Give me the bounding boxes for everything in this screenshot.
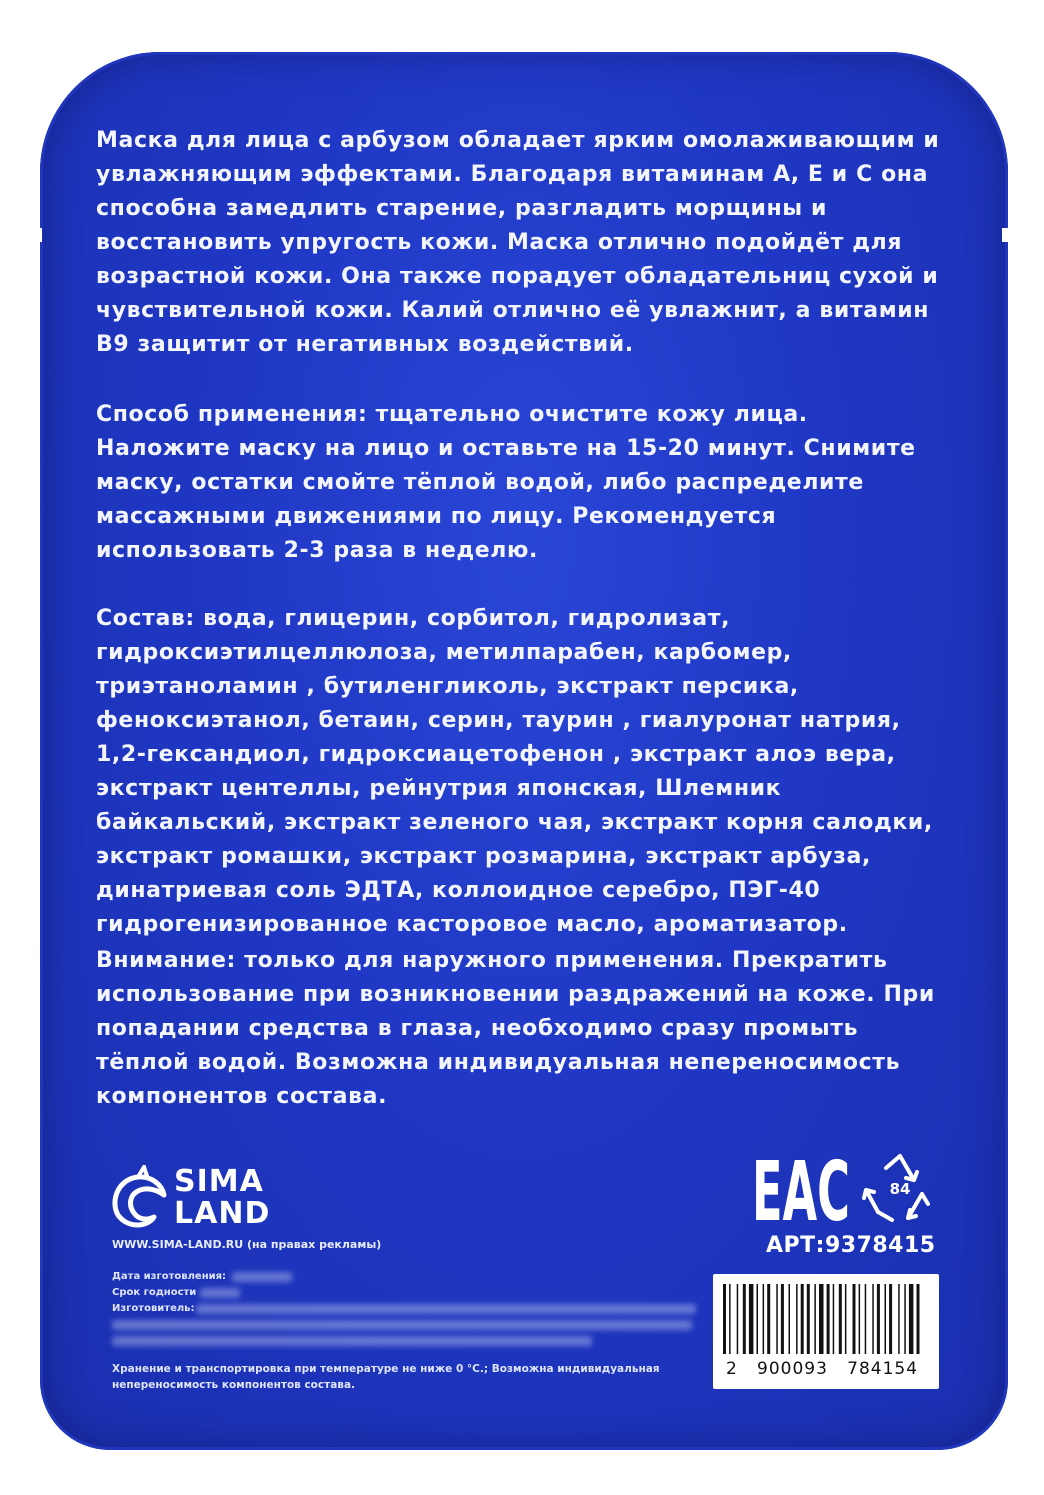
warning-paragraph: [96, 944, 948, 1114]
composition-paragraph: [96, 602, 948, 942]
sima-land-logo: [108, 1163, 288, 1233]
barcode-bar: [909, 1284, 914, 1354]
warning-text: только для наружного применения. Прекратить использование при возникновении раздражений на коже. При попадании средства в глаза, необходимо сразу промыть тёплой водой. Возможна индивидуальная непереносимость компонентов состава.: [96, 948, 935, 1109]
barcode-bar: [781, 1284, 784, 1354]
manufacturer-label: Изготовитель:: [112, 1303, 195, 1314]
logo-word-sima: SIMA: [174, 1164, 264, 1199]
article-number: АРТ:9378415: [766, 1233, 936, 1258]
barcode-bar: [743, 1284, 746, 1354]
barcode-bar: [796, 1284, 798, 1354]
logo-word-land: LAND: [174, 1196, 271, 1231]
recycle-icon: [862, 1150, 938, 1226]
usage-text: тщательно очистите кожу лица. Наложите маску на лицо и оставьте на 15-20 минут. Снимите маску, остатки смойте тёплой водой, либо распределите массажными движениями по лицу. Рекомендуется использовать 2-3 раза в неделю.: [96, 402, 916, 563]
usage-paragraph: [96, 398, 948, 568]
barcode-bar: [827, 1284, 830, 1354]
barcode-bar: [859, 1284, 861, 1354]
barcode-bar: [889, 1284, 892, 1354]
barcode-bar: [776, 1284, 778, 1354]
barcode-bar: [723, 1284, 726, 1354]
description-text: Маска для лица с арбузом обладает ярким омолаживающим и увлажняющим эффектами. Благодаря витаминам А, Е и С она способна замедлить старение, разгладить морщины и восстановить упругость кожи. Маска отлично подойдёт для возрастной кожи. Она также порадует обладательниц сухой и чувствительной кожи. Калий отлично её увлажнит, а витамин В9 защитит от негативных воздействий.: [96, 128, 940, 357]
barcode-bar: [729, 1284, 731, 1354]
barcode-bar: [845, 1284, 847, 1354]
tear-notch-left: [26, 228, 42, 242]
eac-certification-icon: [752, 1152, 852, 1226]
eac-text: EAC: [752, 1152, 850, 1226]
barcode-bar: [767, 1284, 770, 1354]
storage-note: Хранение и транспортировка при температуре не ниже 0 °С.; Возможна индивидуальная непереносимость компонентов состава.: [112, 1363, 660, 1391]
description-paragraph: [96, 124, 948, 362]
barcode-bar: [877, 1284, 880, 1354]
expiry-label: Срок годности: [112, 1287, 197, 1298]
barcode-bar: [853, 1284, 856, 1354]
dolphin-icon: [108, 1165, 168, 1231]
composition-text: вода, глицерин, сорбитол, гидролизат, гидроксиэтилцеллюлоза, метилпарабен, карбомер, триэтаноламин , бутиленгликоль, экстракт персика, феноксиэтанол, бетаин, серин, таурин , гиалуронат натрия, 1,2-гександиол, гидроксиацетофенон , экстракт алоэ вера, экстракт центеллы, рейнутрия японская, Шлемник байкальский, экстракт зеленого чая, экстракт корня салодки, экстракт ромашки, экстракт розмарина, экстракт арбуза, динатриевая соль ЭДТА, коллоидное серебро, ПЭГ-40 гидрогенизированное касторовое масло, ароматизатор.: [96, 606, 933, 937]
barcode-bar: [904, 1284, 906, 1354]
blurred-expiry: [200, 1288, 240, 1298]
blurred-manufacturer-line2: [112, 1320, 692, 1330]
barcode-bar: [737, 1284, 739, 1354]
composition-label: Состав:: [96, 606, 195, 631]
blurred-date: [232, 1272, 292, 1282]
barcode-number: 2 900093 784154: [726, 1359, 919, 1379]
barcode-bar: [872, 1284, 874, 1354]
barcode-bar: [801, 1284, 804, 1354]
barcode-bar: [898, 1284, 900, 1354]
barcode-bar: [917, 1284, 920, 1354]
website-link: WWW.SIMA-LAND.RU (на правах рекламы): [112, 1238, 382, 1251]
blurred-manufacturer-line3: [112, 1336, 592, 1346]
usage-label: Способ применения:: [96, 402, 368, 427]
barcode-bar: [865, 1284, 867, 1354]
barcode-bar: [807, 1284, 810, 1354]
barcode-bars: [713, 1278, 939, 1358]
barcode-bar: [789, 1284, 791, 1354]
barcode-bar: [749, 1284, 754, 1354]
tear-notch-right: [1002, 228, 1018, 242]
barcode-bar: [833, 1284, 835, 1354]
recycle-code: 84: [889, 1180, 911, 1198]
barcode-bar: [763, 1284, 765, 1354]
barcode-bar: [757, 1284, 759, 1354]
blurred-manufacturer-line1: [196, 1304, 696, 1314]
barcode-bar: [885, 1284, 887, 1354]
manufacture-date-label: Дата изготовления:: [112, 1271, 227, 1282]
warning-label: Внимание:: [96, 948, 236, 973]
barcode-bar: [814, 1284, 816, 1354]
barcode-bar: [839, 1284, 842, 1354]
barcode-bar: [819, 1284, 824, 1354]
